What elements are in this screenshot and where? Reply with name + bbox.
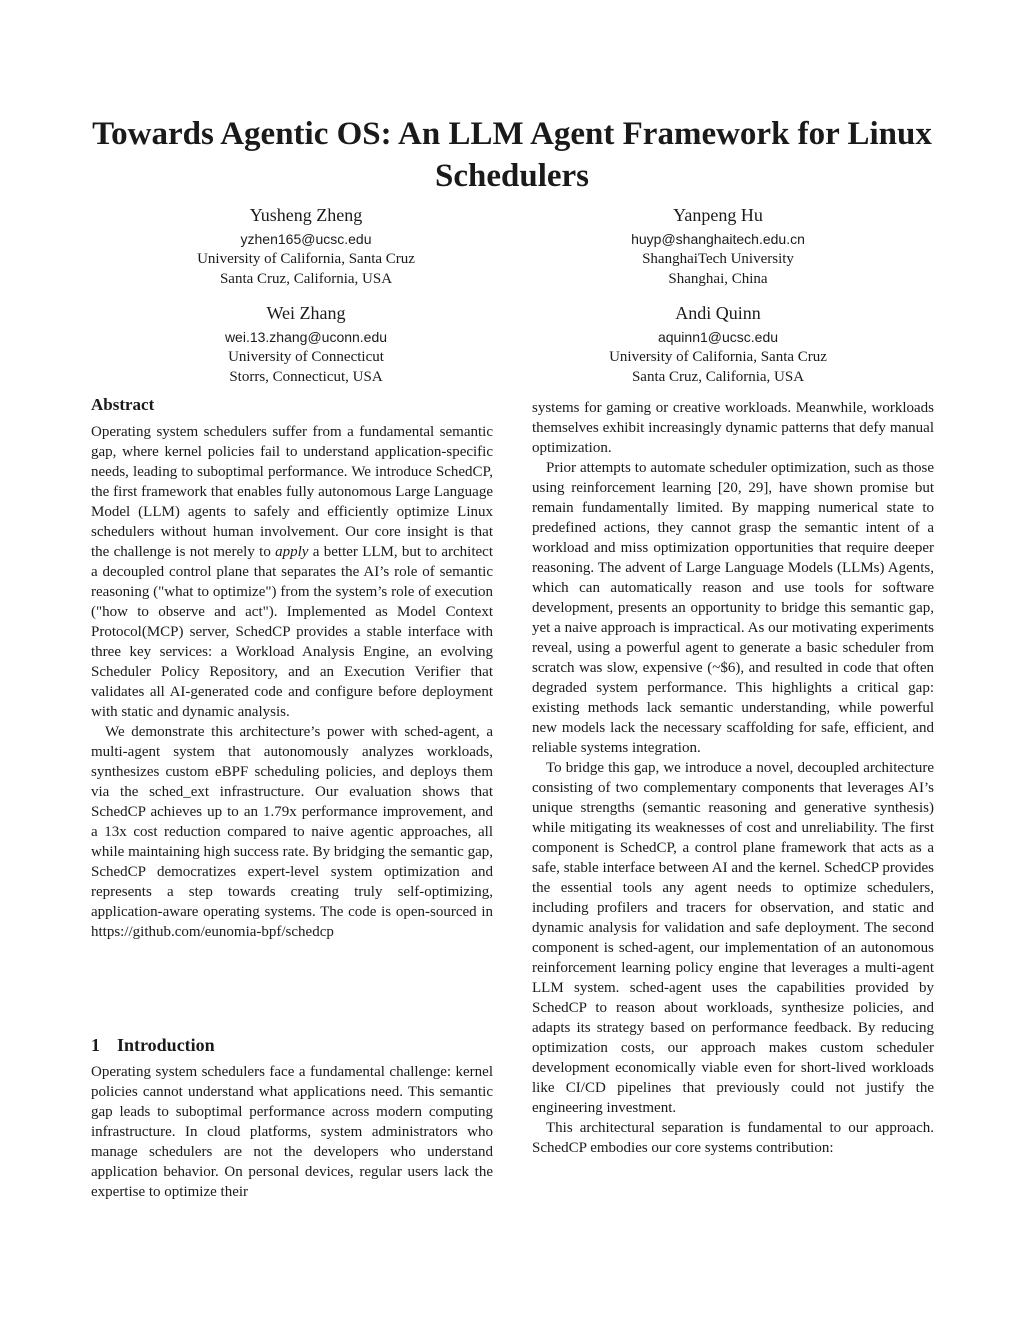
author-block (548, 203, 888, 289)
author-name: Yanpeng Hu (673, 205, 763, 225)
author-name: Yusheng Zheng (249, 205, 363, 225)
author-location: Storrs, Connecticut, USA (229, 369, 383, 385)
author-location: Santa Cruz, California, USA (631, 369, 805, 385)
abstract-body (91, 422, 493, 942)
section-heading (91, 1035, 215, 1056)
right-column (532, 398, 934, 1158)
author-name: Andi Quinn (675, 303, 761, 323)
section-title: Introduction (117, 1035, 215, 1055)
author-block (136, 301, 476, 387)
author-block (548, 301, 888, 387)
author-location: Santa Cruz, California, USA (219, 271, 393, 287)
author-name: Wei Zhang (266, 303, 346, 323)
intro-paragraph: Operating system schedulers face a fundamental challenge: kernel policies cannot understand what applications need. This semantic gap leads to suboptimal performance across modern computing infrastructure. In cloud platforms, system administrators who manage schedulers are not the developers who understand application behavior. On personal devices, regular users lack the expertise to optimize their (91, 1064, 493, 1200)
author-location: Shanghai, China (668, 271, 768, 287)
body-paragraph: Prior attempts to automate scheduler optimization, such as those using reinforcement learning [20, 29], have shown promise but remain fundamentally limited. By mapping numerical state to predefined actions, they cannot grasp the semantic intent of a workload and miss optimization opportunities that require deeper reasoning. The advent of Large Language Models (LLMs) Agents, which can automatically reason and use tools for software development, presents an opportunity to bridge this semantic gap, yet a naive approach is impractical. As our motivating experiments reveal, using a powerful agent to generate a basic scheduler from scratch was slow, expensive (~$6), and resulted in code that often degraded system performance. This highlights a critical gap: existing methods lack semantic understanding, while powerful new models lack the necessary scaffolding for safe, efficient, and reliable systems integration. (532, 460, 934, 756)
section-number: 1 (91, 1035, 100, 1055)
author-email: wei.13.zhang@uconn.edu (224, 329, 388, 345)
abstract-paragraph: We demonstrate this architecture’s power with sched-agent, a multi-agent system that autonomously analyzes workloads, synthesizes custom eBPF scheduling policies, and deploys them via the sched_ext infrastructure. Our evaluation shows that SchedCP achieves up to an 1.79x performance improvement, and a 13x cost reduction compared to naive agentic approaches, all while maintaining high success rate. By bridging the semantic gap, SchedCP democratizes expert-level system optimization and represents a step towards creating truly self-optimizing, application-aware operating systems. The code is open-sourced in https://github.com/eunomia-bpf/schedcp (91, 724, 493, 940)
abstract-heading: Abstract (91, 395, 155, 414)
author-affiliation: ShanghaiTech University (642, 251, 794, 267)
body-paragraph: This architectural separation is fundamental to our approach. SchedCP embodies our core systems contribution: (532, 1120, 934, 1156)
body-paragraph: To bridge this gap, we introduce a novel, decoupled architecture consisting of two complementary components that leverages AI’s unique strengths (semantic reasoning and generative synthesis) while mitigating its weaknesses of cost and unreliability. The first component is SchedCP, a control plane framework that acts as a safe, stable interface between AI and the kernel. SchedCP provides the essential tools any agent needs to optimize schedulers, including profilers and tracers for observation, and static and dynamic analysis for validation and safe deployment. The second component is sched-agent, our implementation of an autonomous reinforcement learning policy engine that leverages a multi-agent LLM system. sched-agent uses the capabilities provided by SchedCP to reason about workloads, synthesize policies, and adapts its strategy based on performance feedback. By reducing optimization costs, our approach makes custom scheduler development economically viable even for short-lived workloads like CI/CD pipelines that previously could not justify the engineering investment. (532, 760, 934, 1116)
paper-title: Towards Agentic OS: An LLM Agent Framework for Linux Schedulers (92, 116, 932, 194)
abstract-text: a better LLM, but to architect a decoupled control plane that separates the AI’s role of semantic reasoning ("what to optimize") from the system’s role of execution ("how to observe and act"). Implemented as Model Context Protocol(MCP) server, SchedCP provides a stable interface with three key services: a Workload Analysis Engine, an evolving Scheduler Policy Repository, and an Execution Verifier that validates all AI-generated code and configure before deployment with static and dynamic analysis. (91, 544, 493, 720)
author-affiliation: University of California, Santa Cruz (197, 251, 415, 267)
abstract-emphasis: apply (275, 544, 309, 560)
abstract-paragraph (91, 422, 493, 722)
author-affiliation: University of Connecticut (228, 349, 384, 365)
author-email: aquinn1@ucsc.edu (657, 329, 779, 345)
author-email: huyp@shanghaitech.edu.cn (631, 231, 805, 247)
abstract-text: Operating system schedulers suffer from a fundamental semantic gap, where kernel policies fail to understand application-specific needs, leading to suboptimal performance. We introduce SchedCP, the first framework that enables fully autonomous Large Language Model (LLM) agents to safely and efficiently optimize Linux schedulers without human involvement. Our core insight is that the challenge is not merely to (91, 424, 493, 560)
author-affiliation: University of California, Santa Cruz (609, 349, 827, 365)
body-paragraph: systems for gaming or creative workloads. Meanwhile, workloads themselves exhibit increasingly dynamic patterns that defy manual optimization. (532, 400, 934, 456)
author-block (136, 203, 476, 289)
introduction-body (91, 1062, 493, 1202)
author-email: yzhen165@ucsc.edu (240, 231, 372, 247)
